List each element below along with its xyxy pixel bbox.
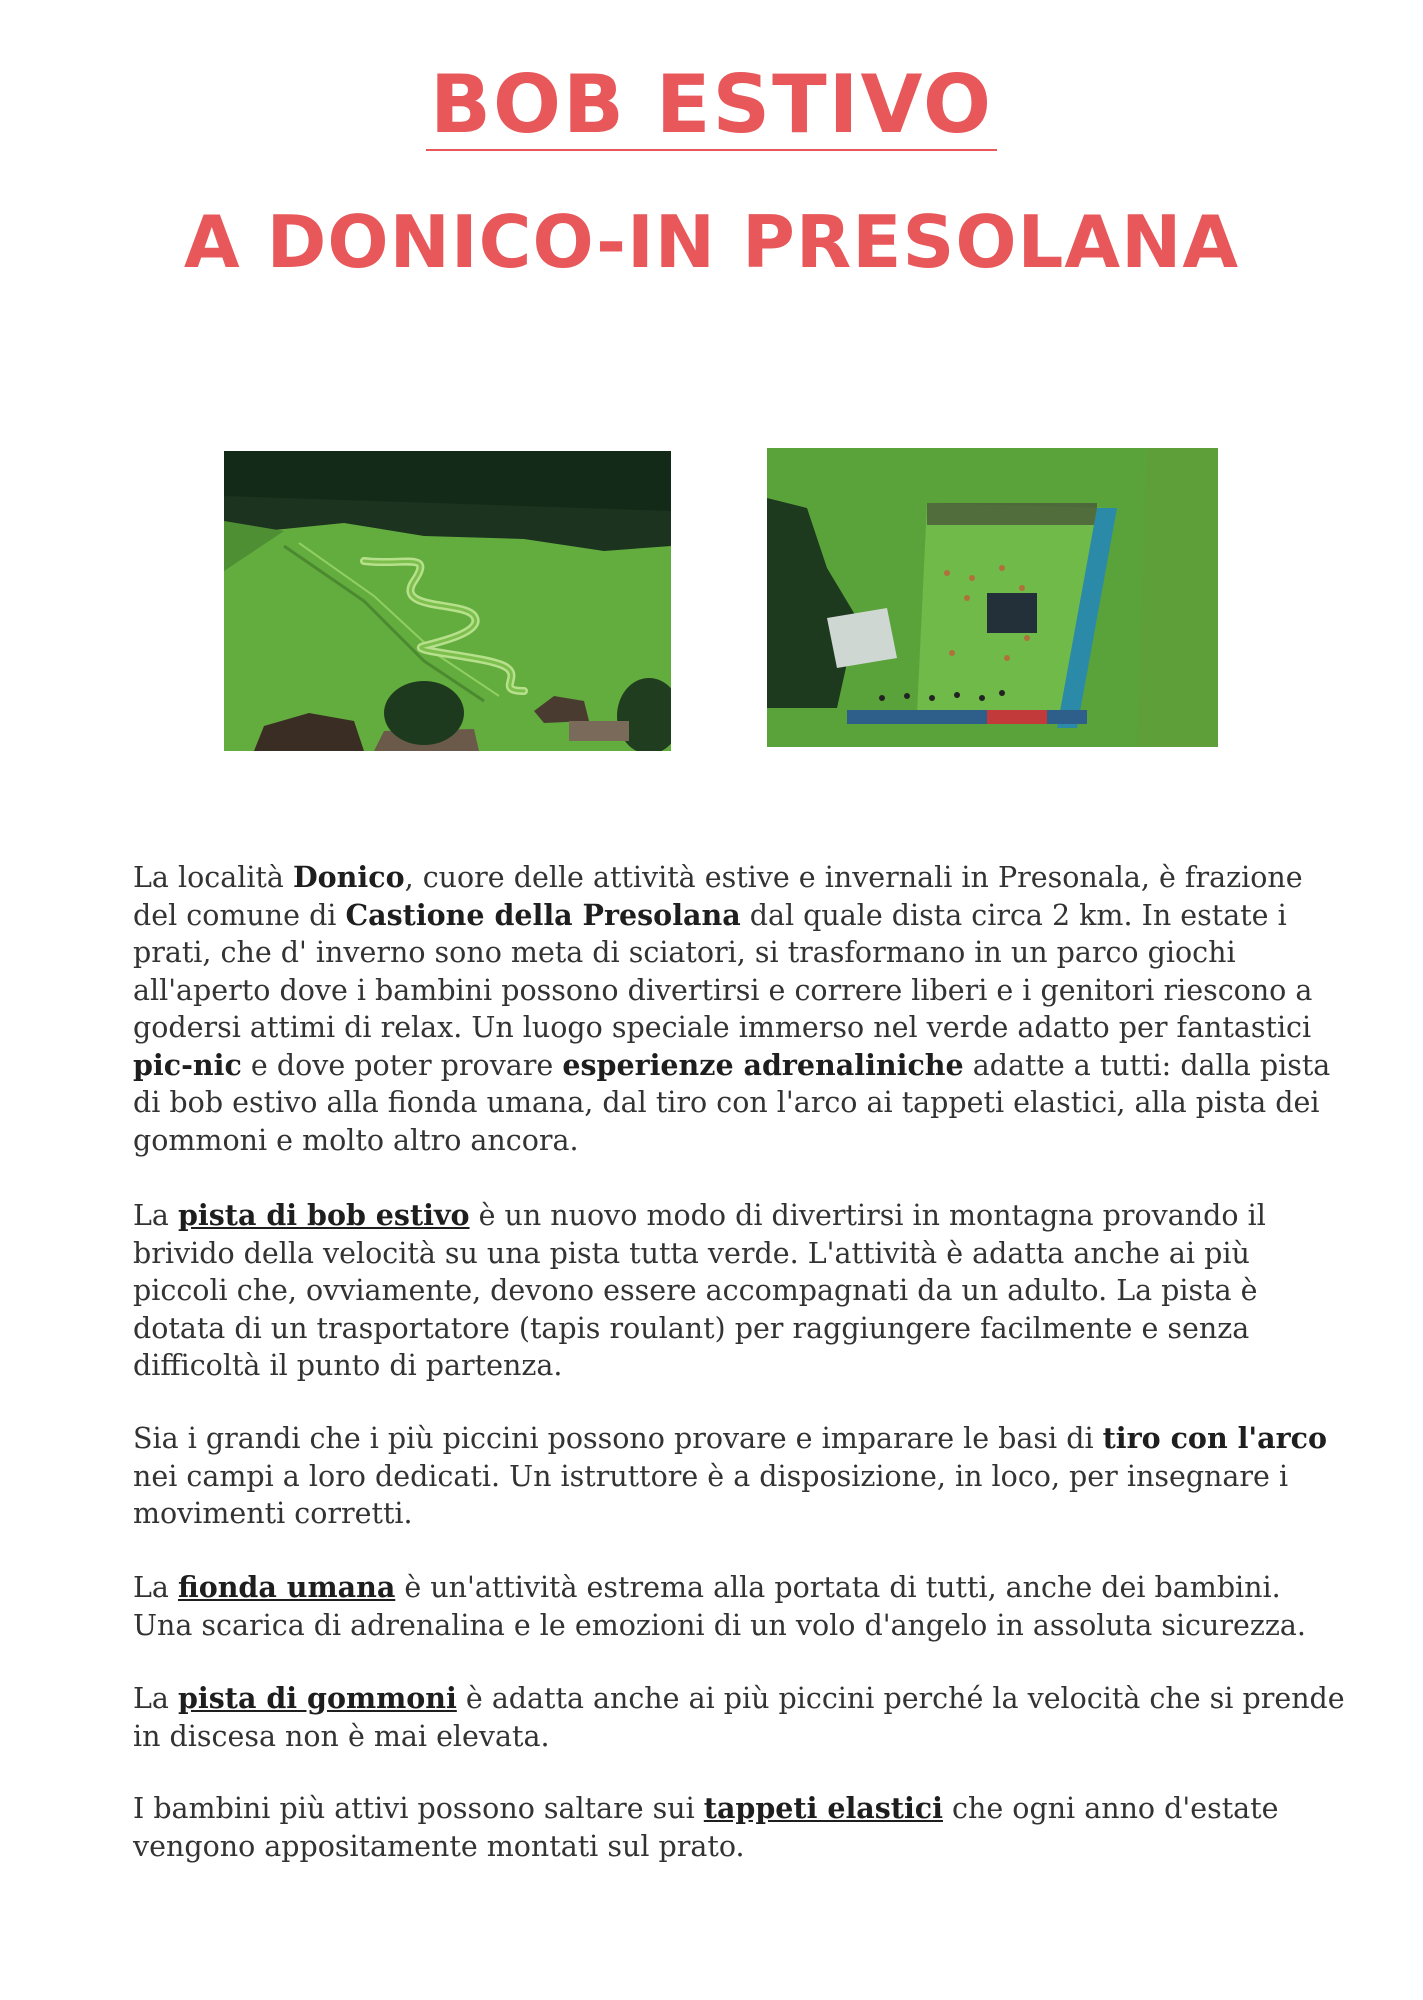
aerial-bobsled-track-photo	[224, 451, 671, 751]
paragraph-tappeti: I bambini più attivi possono saltare sui tappeti elastici che ogni anno d'estate vengono appositamente montati sul prato.	[133, 1791, 1279, 1863]
paragraph-donico: La località Donico, cuore delle attività estive e invernali in Presonala, è frazione del comune di Castione della Presolana dal quale dista circa 2 km. In estate i prati, che d' inverno sono meta di sciatori, si trasformano in un parco giochi all'aperto dove i bambini possono divertirsi e correre liberi e i genitori riescono a godersi attimi di relax. Un luogo speciale immerso nel verde adatto per fantastici pic-nic e dove poter provare esperienze adrenaliniche adatte a tutti: dalla pista di bob estivo alla fionda umana, dal tiro con l'arco ai tappeti elastici, alla pista dei gommoni e molto altro ancora.	[133, 860, 1331, 1157]
bold-tappeti-elastici: tappeti elastici	[703, 1791, 943, 1825]
bold-fionda-umana: fionda umana	[177, 1570, 396, 1604]
bold-esperienze: esperienze adrenaliniche	[562, 1047, 964, 1082]
paragraph-gommoni: La pista di gommoni è adatta anche ai più piccini perché la velocità che si prende in discesa non è mai elevata.	[133, 1681, 1345, 1753]
paragraph-bob: La pista di bob estivo è un nuovo modo di divertirsi in montagna provando il brivido della velocità su una pista tutta verde. L'attività è adatta anche ai più piccoli che, ovviamente, devono essere accompagnati da un adulto. La pista è dotata di un trasportatore (tapis roulant) per raggiungere facilmente e senza difficoltà il punto di partenza.	[133, 1198, 1266, 1382]
bold-pista-gommoni: pista di gommoni	[177, 1681, 457, 1715]
bold-pista-bob: pista di bob estivo	[177, 1198, 470, 1232]
page-subtitle: A DONICO-IN PRESOLANA	[183, 200, 1240, 284]
bungee-trampoline-field-photo	[767, 448, 1218, 747]
paragraph-fionda: La fionda umana è un'attività estrema alla portata di tutti, anche dei bambini. Una scarica di adrenalina e le emozioni di un volo d'angelo in assoluta sicurezza.	[133, 1570, 1306, 1642]
bold-castione: Castione della Presolana	[345, 897, 741, 932]
bold-tiro-arco: tiro con l'arco	[1102, 1421, 1327, 1455]
page-title: BOB ESTIVO	[0, 58, 1423, 151]
bold-pic-nic: pic-nic	[133, 1047, 242, 1082]
paragraph-arco: Sia i grandi che i più piccini possono provare e imparare le basi di tiro con l'arco nei campi a loro dedicati. Un istruttore è a disposizione, in loco, per insegnare i movimenti corretti.	[133, 1421, 1327, 1530]
bold-donico: Donico	[292, 860, 405, 894]
